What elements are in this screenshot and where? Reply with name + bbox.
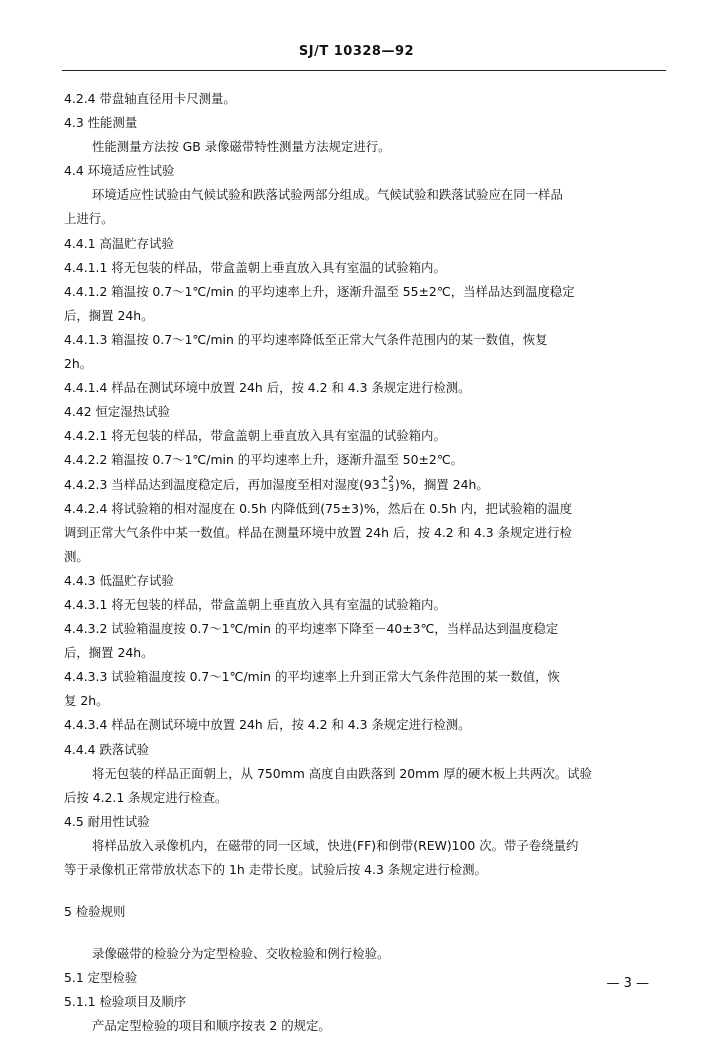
fraction-bottom: −3	[380, 484, 394, 494]
line-text: 4.4.3 低温贮存试验	[64, 572, 174, 588]
line-text: 上进行。	[64, 211, 114, 227]
line-text: 等于录像机正常带放状态下的 1h 走带长度。试验后按 4.3 条规定进行检测。	[64, 862, 487, 877]
page-number: — 3 —	[606, 976, 649, 991]
text-line	[64, 786, 666, 810]
text-line	[64, 1014, 666, 1038]
text-line	[64, 280, 666, 304]
text-line	[64, 497, 666, 521]
line-text: 环境适应性试验由气候试验和跌落试验两部分组成。气候试验和跌落试验应在同一样品	[92, 187, 563, 203]
text-line	[64, 665, 666, 689]
line-text: 4.4.1.1 将无包装的样品，带盒盖朝上垂直放入具有室温的试验箱内。	[64, 259, 446, 275]
text-line	[64, 762, 666, 786]
line-text: 4.4.2.3 当样品达到温度稳定后，再加湿度至相对湿度(93	[64, 476, 380, 492]
text-line	[64, 256, 666, 280]
text-line	[64, 641, 666, 665]
line-text: 将无包装的样品正面朝上，从 750mm 高度自由跌落到 20mm 厚的硬木板上共两次。试验	[92, 765, 592, 781]
line-text: 4.4.2.4 将试验箱的相对湿度在 0.5h 内降低到(75±3)%，然后在 0.5h 内，把试验箱的温度	[64, 500, 573, 516]
line-text: 5.1.1 检验项目及顺序	[64, 994, 187, 1010]
document-body	[64, 87, 666, 1039]
text-line	[64, 617, 666, 641]
paragraph-gap	[64, 924, 666, 942]
line-text: 4.4.3.1 将无包装的样品，带盒盖朝上垂直放入具有室温的试验箱内。	[64, 596, 446, 612]
line-text: 4.5 耐用性试验	[64, 813, 150, 829]
text-line	[64, 689, 666, 713]
text-line	[64, 448, 666, 472]
text-line	[64, 545, 666, 569]
text-line	[64, 713, 666, 737]
line-text: 4.3 性能测量	[64, 115, 138, 131]
text-line	[64, 232, 666, 256]
text-line	[64, 159, 666, 183]
text-line	[64, 207, 666, 231]
text-line	[64, 858, 666, 882]
line-text: 调到正常大气条件中某一数值。样品在测量环境中放置 24h 后，按 4.2 和 4.3 条规定进行检	[64, 524, 572, 540]
paragraph-gap	[64, 882, 666, 900]
line-text: 后按 4.2.1 条规定进行检查。	[64, 789, 228, 805]
text-line	[64, 810, 666, 834]
line-text: 4.4.3.2 试验箱温度按 0.7～1℃/min 的平均速率下降至－40±3℃，当样品达到温度稳定	[64, 621, 559, 637]
text-line	[64, 473, 666, 497]
line-text: 4.4 环境适应性试验	[64, 163, 175, 179]
text-line	[64, 111, 666, 135]
document-code-header: SJ/T 10328—92	[298, 44, 415, 59]
line-text: 测。	[64, 548, 89, 564]
line-text: 复 2h。	[64, 693, 109, 709]
line-text: 4.4.1 高温贮存试验	[64, 235, 174, 251]
text-line	[64, 521, 666, 545]
line-text: 后，搁置 24h。	[64, 307, 154, 323]
text-line	[64, 593, 666, 617]
text-line	[64, 135, 666, 159]
text-line	[64, 352, 666, 376]
text-line	[64, 328, 666, 352]
line-text: 4.4.3.4 样品在测试环境中放置 24h 后，按 4.2 和 4.3 条规定进行检测。	[64, 717, 471, 733]
header-rule	[62, 70, 666, 71]
fraction-top: +2	[380, 475, 394, 485]
text-line	[64, 183, 666, 207]
line-text: 4.4.4 跌落试验	[64, 741, 150, 757]
line-text: 4.4.2.2 箱温按 0.7～1℃/min 的平均速率上升，逐渐升温至 50±2℃。	[64, 452, 464, 468]
line-text: 后，搁置 24h。	[64, 645, 154, 661]
text-line	[64, 966, 666, 990]
line-text: 4.2.4 带盘轴直径用卡尺测量。	[64, 91, 236, 106]
text-line	[64, 942, 666, 966]
text-line	[64, 834, 666, 858]
line-text-tail: )%，搁置 24h。	[394, 476, 489, 492]
line-text: 4.4.1.4 样品在测试环境中放置 24h 后，按 4.2 和 4.3 条规定进行检测。	[64, 380, 471, 396]
line-text: 4.4.3.3 试验箱温度按 0.7～1℃/min 的平均速率上升到正常大气条件范围的某一数值，恢	[64, 669, 560, 685]
line-text: 产品定型检验的项目和顺序按表 2 的规定。	[92, 1018, 331, 1034]
text-line	[64, 400, 666, 424]
text-line	[64, 376, 666, 400]
text-line	[64, 424, 666, 448]
line-text: 4.4.1.2 箱温按 0.7～1℃/min 的平均速率上升，逐渐升温至 55±2℃，当样品达到温度稳定	[64, 283, 575, 299]
line-text: 5 检验规则	[64, 904, 126, 920]
text-line	[64, 738, 666, 762]
line-text: 4.4.2.1 将无包装的样品，带盒盖朝上垂直放入具有室温的试验箱内。	[64, 428, 446, 444]
line-text: 性能测量方法按 GB 录像磁带特性测量方法规定进行。	[92, 139, 391, 155]
text-line	[64, 990, 666, 1014]
line-text: 4.4.1.3 箱温按 0.7～1℃/min 的平均速率降低至正常大气条件范围内的某一数值，恢复	[64, 331, 548, 347]
line-text: 2h。	[64, 356, 93, 372]
text-line	[64, 304, 666, 328]
text-line	[64, 87, 666, 111]
tolerance-fraction	[381, 476, 394, 494]
line-text: 将样品放入录像机内，在磁带的同一区域，快进(FF)和倒带(REW)100 次。带子卷绕量约	[92, 837, 579, 853]
text-line	[64, 569, 666, 593]
line-text: 4.42 恒定湿热试验	[64, 404, 170, 420]
line-text: 5.1 定型检验	[64, 970, 138, 986]
line-text: 录像磁带的检验分为定型检验、交收检验和例行检验。	[92, 946, 390, 962]
text-line	[64, 900, 666, 924]
